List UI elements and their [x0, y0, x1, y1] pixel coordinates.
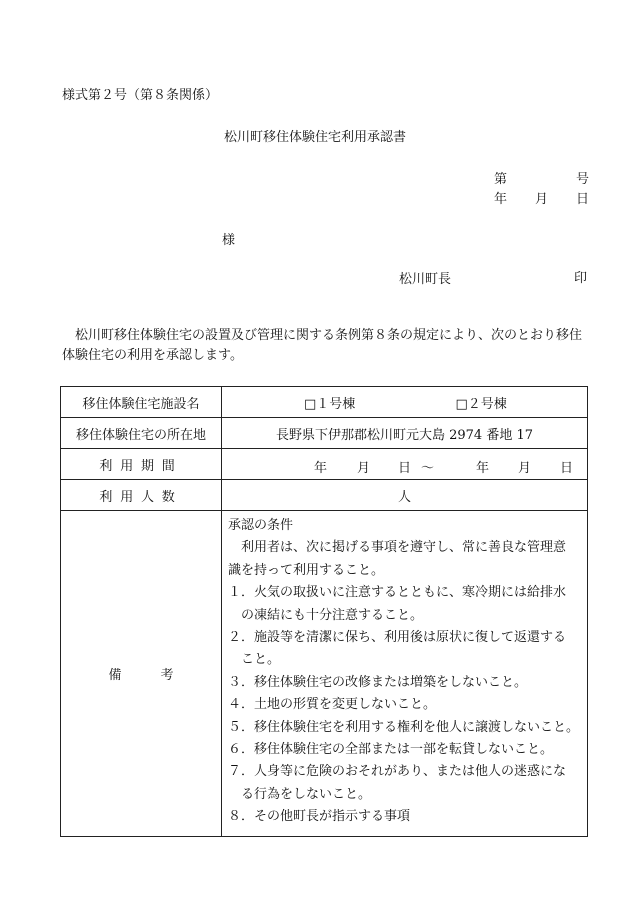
doc-number-dai: 第	[494, 172, 508, 187]
facility-row	[61, 387, 588, 418]
date-day: 日	[576, 192, 590, 207]
doc-number-go: 号	[576, 172, 590, 187]
period-end-month: 月	[518, 461, 532, 476]
condition-1-cont: の凍結にも十分注意すること。	[241, 607, 424, 623]
facility-option-2: □２号棟	[455, 396, 507, 412]
remarks-row	[61, 511, 588, 837]
count-label-text: 利用人数	[99, 489, 183, 505]
seal-mark: 印	[574, 271, 588, 286]
remarks-content	[222, 511, 588, 837]
condition-8: ８．その他町長が指示する事項	[228, 809, 411, 825]
condition-7: ７．人身等に危険のおそれがあり、または他人の迷惑にな	[228, 764, 567, 780]
date-year: 年	[494, 192, 508, 207]
remarks-label: 備 考	[61, 511, 222, 837]
period-tilde: ～	[421, 461, 435, 476]
condition-1: １．火気の取扱いに注意するとともに、寒冷期には給排水	[228, 585, 567, 601]
condition-3: ３．移住体験住宅の改修または増築をしないこと。	[228, 674, 528, 690]
period-start-day: 日	[398, 461, 412, 476]
condition-6: ６．移住体験住宅の全部または一部を転貸しないこと。	[228, 742, 554, 758]
remarks-heading: 承認の条件	[228, 518, 294, 533]
period-start-month: 月	[357, 461, 371, 476]
facility-label: 移住体験住宅施設名	[61, 387, 222, 418]
form-label: 様式第２号（第８条関係）	[62, 88, 219, 103]
remarks-intro-line-2: 識を持って利用すること。	[228, 562, 385, 578]
period-end-year: 年	[476, 461, 490, 476]
period-end-day: 日	[560, 461, 574, 476]
location-value: 長野県下伊那郡松川町元大島 2974 番地 17	[222, 418, 588, 449]
condition-2-cont: こと。	[241, 652, 281, 668]
count-row	[61, 480, 588, 511]
period-start-year: 年	[314, 461, 328, 476]
count-unit: 人	[222, 480, 588, 511]
document-title: 松川町移住体験住宅利用承認書	[223, 130, 406, 145]
condition-2: ２．施設等を清潔に保ち、利用後は原状に復して返還する	[228, 630, 567, 646]
body-text: 松川町移住体験住宅の設置及び管理に関する条例第８条の規定により、次のとおり移住体験住宅の利用を承認します。	[62, 328, 583, 363]
period-label-text: 利用期間	[99, 458, 183, 474]
condition-4: ４．土地の形質を変更しないこと。	[228, 697, 437, 713]
remarks-intro-line-1: 利用者は、次に掲げる事項を遵守し、常に善良な管理意	[241, 540, 567, 556]
period-value	[222, 449, 588, 480]
location-label: 移住体験住宅の所在地	[61, 418, 222, 449]
location-row	[61, 418, 588, 449]
facility-option-1: □１号棟	[304, 396, 356, 412]
date-month: 月	[535, 192, 549, 207]
period-label	[61, 449, 222, 480]
period-row	[61, 449, 588, 480]
condition-5: ５．移住体験住宅を利用する権利を他人に譲渡しないこと。	[228, 719, 580, 735]
issuer-name: 松川町長	[399, 272, 452, 287]
addressee-sama: 様	[222, 233, 236, 248]
facility-value	[222, 387, 588, 418]
count-label	[61, 480, 222, 511]
info-table	[60, 386, 588, 837]
condition-7-cont: る行為をしないこと。	[241, 786, 372, 802]
